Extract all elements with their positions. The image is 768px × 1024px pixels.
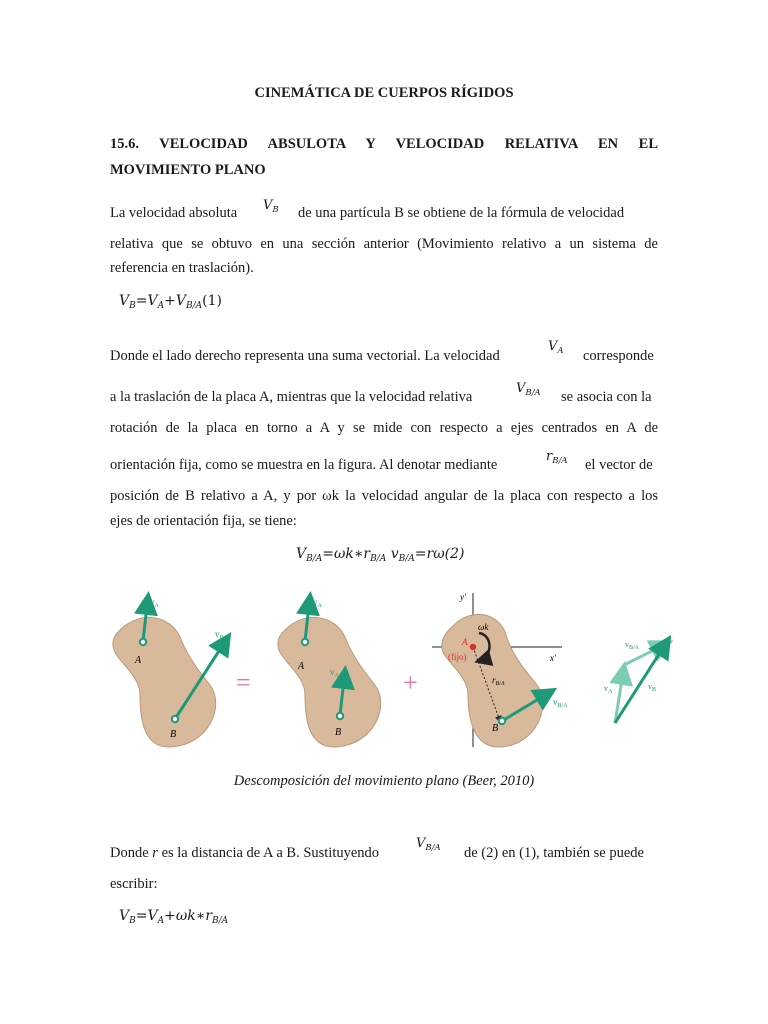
point-a-3	[470, 644, 476, 650]
symbol-vb: $V_B$	[263, 198, 279, 215]
tri-label-va: $v_A$	[604, 684, 613, 695]
page-title: CINEMÁTICA DE CUERPOS RÍGIDOS	[254, 85, 514, 101]
symbol-va: $V_A$	[548, 339, 564, 356]
paragraph-3-line1: Donde r es la distancia de A a B. Sustituyendo	[110, 845, 380, 861]
figure-caption: Descomposición del movimiento plano (Beer, 2010)	[233, 773, 535, 789]
paragraph-1-line3: referencia en traslación).	[110, 260, 254, 276]
label-a-1: A	[135, 655, 142, 666]
label-va-3: $v_A$	[330, 667, 339, 679]
label-va-1: $v_A$	[150, 597, 159, 609]
section-heading-line2: MOVIMIENTO PLANO	[110, 162, 266, 178]
paragraph-2-line1b: corresponde	[583, 348, 654, 364]
label-y-axis: y'	[460, 592, 466, 602]
tri-label-vba: $v_{B/A}$	[625, 640, 640, 651]
point-b-1	[172, 716, 178, 722]
paragraph-2-line4b: el vector de	[585, 457, 653, 473]
label-vb-1: $v_B$	[215, 629, 224, 641]
label-fijo: (fijo)	[448, 652, 467, 662]
section-heading: 15.6. VELOCIDAD ABSULOTA Y VELOCIDAD RELATIVA EN EL	[110, 136, 658, 152]
point-b-2	[337, 713, 343, 719]
symbol-vba-2: $V_{B/A}$	[416, 836, 441, 853]
plus-sign: +	[403, 668, 418, 697]
tri-label-vb: $v_B$	[648, 682, 657, 693]
label-rba: $r_{B/A}$	[492, 675, 505, 687]
label-b-1: B	[170, 729, 177, 740]
point-b-3	[499, 718, 505, 724]
symbol-vba: $V_{B/A}$	[516, 381, 541, 398]
equation-2: $V_{B/A}=\omega k∗r_{B/A}$ $v_{B/A}=r\omega(2)$	[296, 546, 465, 564]
paragraph-2-line4a: orientación fija, como se muestra en la figura. Al denotar mediante	[110, 457, 498, 473]
label-x-axis: x'	[550, 653, 556, 663]
equation-1: $V_B=V_A+V_{B/A}(1)$	[119, 293, 222, 311]
plate-2	[278, 617, 381, 747]
symbol-rba: $r_{B/A}$	[546, 449, 568, 466]
paragraph-1-line1b: de una partícula B se obtiene de la fórmula de velocidad	[298, 205, 625, 221]
label-b-3: B	[492, 723, 499, 734]
paragraph-2-line5: posición de B relativo a A, y por ωk la velocidad angular de la placa con respecto a los	[110, 488, 658, 504]
figure-plane-motion	[100, 585, 700, 770]
paragraph-2-line2b: se asocia con la	[561, 389, 652, 405]
point-a-1	[140, 639, 146, 645]
label-a-3: A	[462, 637, 468, 647]
point-a-2	[302, 639, 308, 645]
paragraph-2-line2a: a la traslación de la placa A, mientras que la velocidad relativa	[110, 389, 473, 405]
label-omega: ωk	[478, 622, 489, 632]
equation-3: $V_B=V_A+\omega k∗r_{B/A}$	[119, 908, 229, 926]
paragraph-2-line1a: Donde el lado derecho representa una suma vectorial. La velocidad	[110, 348, 500, 364]
paragraph-2-line6: ejes de orientación fija, se tiene:	[110, 513, 297, 529]
equals-sign: =	[236, 668, 251, 697]
label-a-2: A	[298, 661, 305, 672]
label-va-2: $v_A$	[313, 597, 322, 609]
paragraph-1-line1a: La velocidad absoluta	[110, 205, 238, 221]
label-vba: $v_{B/A}$	[553, 697, 568, 709]
paragraph-2-line3: rotación de la placa en torno a A y se mide con respecto a ejes centrados en A de	[110, 420, 658, 436]
paragraph-3-line1c: de (2) en (1), también se puede	[464, 845, 644, 861]
paragraph-3-line2: escribir:	[110, 876, 158, 892]
paragraph-1-line2: relativa que se obtuvo en una sección anterior (Movimiento relativo a un sistema de	[110, 236, 658, 252]
label-b-2: B	[335, 727, 342, 738]
